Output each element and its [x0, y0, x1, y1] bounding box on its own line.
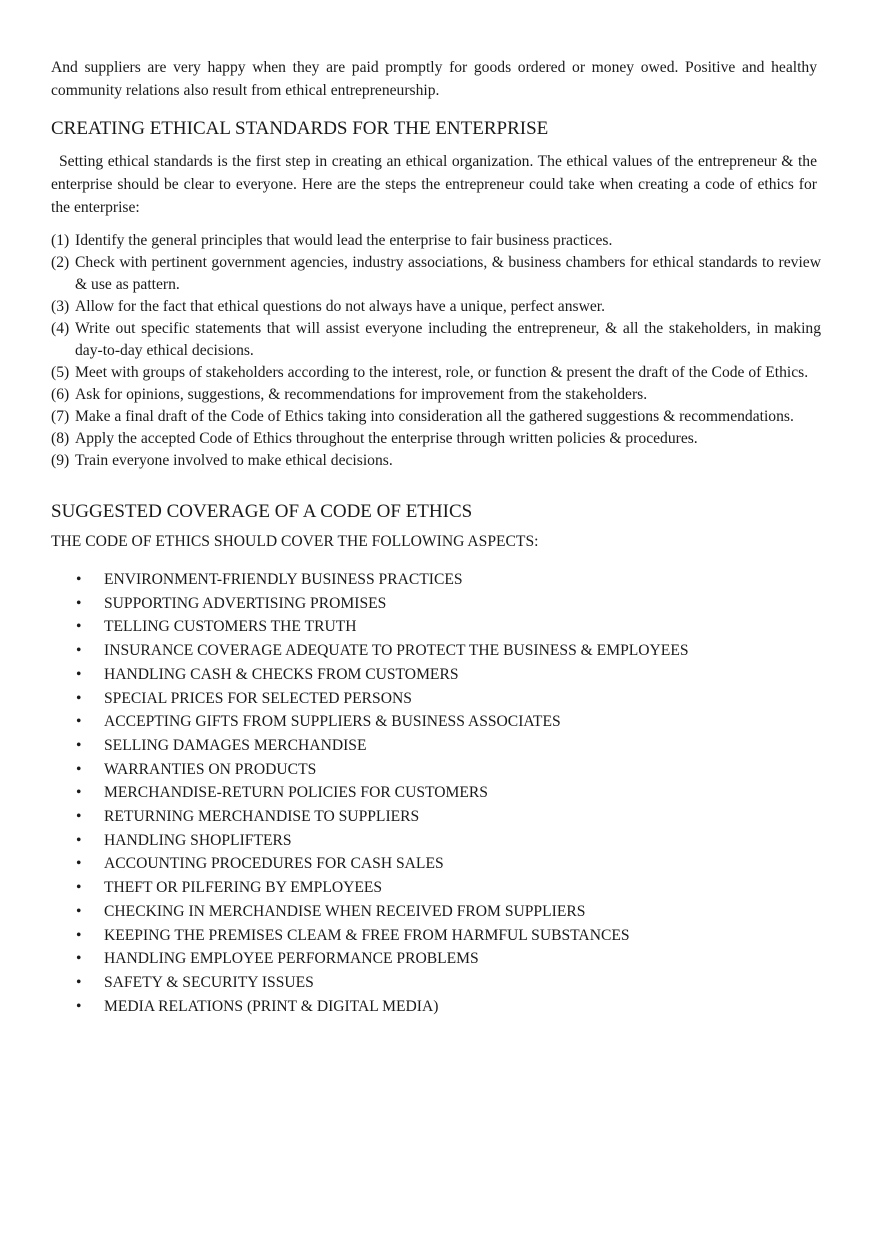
step-text: Check with pertinent government agencies, industry associations, & business chambers for ethical standards to review & use as pattern.	[75, 254, 821, 293]
section-suggested-coverage	[51, 499, 817, 1018]
step-number: (9)	[51, 452, 70, 469]
step-number: (3)	[51, 298, 70, 315]
aspect-text: MEDIA RELATIONS (PRINT & DIGITAL MEDIA)	[104, 997, 439, 1015]
bullet-icon: •	[76, 736, 82, 754]
aspect-item	[51, 568, 817, 592]
bullet-icon: •	[76, 855, 82, 873]
bullet-icon: •	[76, 902, 82, 920]
aspect-item	[51, 924, 817, 948]
aspect-item	[51, 639, 817, 663]
bullet-icon: •	[76, 950, 82, 968]
step-item	[51, 428, 821, 450]
bullet-icon: •	[76, 760, 82, 778]
document-page	[51, 56, 821, 1018]
aspect-text: RETURNING MERCHANDISE TO SUPPLIERS	[104, 808, 420, 826]
aspect-text: WARRANTIES ON PRODUCTS	[104, 760, 317, 778]
step-text: Write out specific statements that will assist everyone including the entrepreneur, & all the stakeholders, in making day-to-day ethical decisions.	[75, 320, 821, 359]
aspect-item	[51, 592, 817, 616]
aspect-text: SUPPORTING ADVERTISING PROMISES	[104, 594, 387, 612]
aspects-list	[51, 568, 817, 1018]
bullet-icon: •	[76, 618, 82, 636]
step-number: (6)	[51, 386, 70, 403]
bullet-icon: •	[76, 713, 82, 731]
step-number: (5)	[51, 364, 70, 381]
step-item	[51, 296, 821, 318]
step-number: (1)	[51, 232, 70, 249]
step-number: (7)	[51, 408, 70, 425]
intro-paragraph: And suppliers are very happy when they are paid promptly for goods ordered or money owed. Positive and healthy community relations also result from ethical entrepreneurship.	[51, 59, 817, 99]
aspect-text: TELLING CUSTOMERS THE TRUTH	[104, 618, 357, 636]
aspect-text: MERCHANDISE-RETURN POLICIES FOR CUSTOMERS	[104, 784, 488, 802]
aspect-text: THEFT OR PILFERING BY EMPLOYEES	[104, 879, 383, 897]
step-text: Make a final draft of the Code of Ethics taking into consideration all the gathered suggestions & recommendations.	[75, 408, 794, 425]
bullet-icon: •	[76, 973, 82, 991]
step-number: (4)	[51, 320, 70, 337]
step-item	[51, 362, 821, 384]
aspect-item	[51, 687, 817, 711]
step-text: Allow for the fact that ethical questions do not always have a unique, perfect answer.	[75, 298, 606, 315]
step-item	[51, 384, 821, 406]
aspect-item	[51, 971, 817, 995]
aspect-item	[51, 947, 817, 971]
step-text: Train everyone involved to make ethical decisions.	[75, 452, 393, 469]
step-text: Meet with groups of stakeholders according to the interest, role, or function & present the draft of the Code of Ethics.	[75, 364, 809, 381]
section-heading-coverage: SUGGESTED COVERAGE OF A CODE OF ETHICS	[51, 501, 473, 522]
bullet-icon: •	[76, 997, 82, 1015]
aspect-item	[51, 758, 817, 782]
aspect-text: SAFETY & SECURITY ISSUES	[104, 973, 314, 991]
step-item	[51, 230, 821, 252]
aspect-text: HANDLING SHOPLIFTERS	[104, 831, 292, 849]
section-creating-ethical-standards	[51, 116, 821, 472]
aspect-text: SELLING DAMAGES MERCHANDISE	[104, 736, 367, 754]
standards-intro-paragraph: Setting ethical standards is the first step in creating an ethical organization. The ethical values of the entrepreneur & the enterprise should be clear to everyone. Here are the steps the entrepreneur could take when creating a code of ethics for the enterprise:	[51, 153, 817, 216]
aspect-item	[51, 852, 817, 876]
step-number: (2)	[51, 254, 70, 271]
aspect-item	[51, 829, 817, 853]
step-item	[51, 406, 821, 428]
coverage-lead-text: THE CODE OF ETHICS SHOULD COVER THE FOLLOWING ASPECTS:	[51, 533, 539, 550]
aspect-item	[51, 663, 817, 687]
bullet-icon: •	[76, 784, 82, 802]
aspect-text: ACCEPTING GIFTS FROM SUPPLIERS & BUSINESS ASSOCIATES	[104, 713, 561, 731]
bullet-icon: •	[76, 831, 82, 849]
bullet-icon: •	[76, 926, 82, 944]
bullet-icon: •	[76, 594, 82, 612]
aspect-item	[51, 995, 817, 1019]
aspect-item	[51, 900, 817, 924]
steps-list	[51, 230, 821, 472]
section-heading-standards: CREATING ETHICAL STANDARDS FOR THE ENTERPRISE	[51, 118, 549, 139]
bullet-icon: •	[76, 689, 82, 707]
step-item	[51, 318, 821, 362]
bullet-icon: •	[76, 879, 82, 897]
aspect-item	[51, 734, 817, 758]
aspect-text: HANDLING EMPLOYEE PERFORMANCE PROBLEMS	[104, 950, 479, 968]
aspect-item	[51, 781, 817, 805]
step-text: Apply the accepted Code of Ethics throughout the enterprise through written policies & procedures.	[75, 430, 698, 447]
aspect-text: CHECKING IN MERCHANDISE WHEN RECEIVED FROM SUPPLIERS	[104, 902, 586, 920]
bullet-icon: •	[76, 642, 82, 660]
aspect-item	[51, 615, 817, 639]
step-item	[51, 450, 821, 472]
step-item	[51, 252, 821, 296]
aspect-text: SPECIAL PRICES FOR SELECTED PERSONS	[104, 689, 412, 707]
step-number: (8)	[51, 430, 70, 447]
bullet-icon: •	[76, 665, 82, 683]
aspect-text: ENVIRONMENT-FRIENDLY BUSINESS PRACTICES	[104, 571, 463, 588]
bullet-icon: •	[76, 571, 82, 588]
aspect-text: INSURANCE COVERAGE ADEQUATE TO PROTECT THE BUSINESS & EMPLOYEES	[104, 642, 689, 660]
aspect-item	[51, 876, 817, 900]
bullet-icon: •	[76, 808, 82, 826]
aspect-text: HANDLING CASH & CHECKS FROM CUSTOMERS	[104, 665, 459, 683]
aspect-text: ACCOUNTING PROCEDURES FOR CASH SALES	[104, 855, 444, 873]
aspect-item	[51, 710, 817, 734]
step-text: Identify the general principles that would lead the enterprise to fair business practices.	[75, 232, 613, 249]
aspect-text: KEEPING THE PREMISES CLEAM & FREE FROM HARMFUL SUBSTANCES	[104, 926, 630, 944]
aspect-item	[51, 805, 817, 829]
step-text: Ask for opinions, suggestions, & recommendations for improvement from the stakeholders.	[75, 386, 648, 403]
